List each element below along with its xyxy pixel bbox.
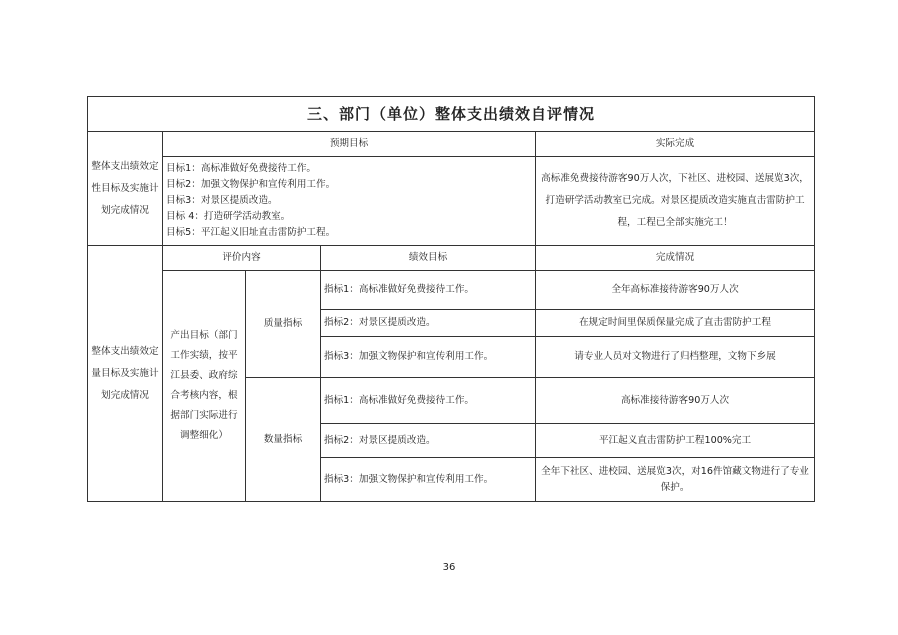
goal-cell: 指标3：加强文物保护和宣传利用工作。	[321, 337, 536, 378]
page-number: 36	[442, 562, 456, 573]
qualitative-row-label: 整体支出绩效定性目标及实施计划完成情况	[88, 132, 163, 246]
expected-targets-list	[163, 157, 536, 246]
quantity-indicator-label: 数量指标	[246, 378, 321, 502]
section-title: 三、部门（单位）整体支出绩效自评情况	[88, 97, 815, 132]
result-cell: 全年下社区、进校园、送展览3次，对16件馆藏文物进行了专业保护。	[536, 458, 815, 502]
result-cell: 请专业人员对文物进行了归档整理，文物下乡展	[536, 337, 815, 378]
output-target-label: 产出目标（部门工作实绩，按平江县委、政府综合考核内容，根据部门实际进行调整细化）	[163, 271, 246, 502]
goal-cell: 指标1：高标准做好免费接待工作。	[321, 378, 536, 424]
result-cell: 在规定时间里保质保量完成了直击雷防护工程	[536, 310, 815, 337]
quantitative-row-label: 整体支出绩效定量目标及实施计划完成情况	[88, 246, 163, 502]
target-item: 目标3：对景区提质改造。	[166, 195, 278, 206]
result-cell: 平江起义直击雷防护工程100%完工	[536, 424, 815, 458]
completion-status-header: 完成情况	[536, 246, 815, 271]
performance-table	[87, 96, 815, 502]
goal-cell: 指标2：对景区提质改造。	[321, 310, 536, 337]
quality-indicator-label: 质量指标	[246, 271, 321, 378]
target-item: 目标2：加强文物保护和宣传利用工作。	[166, 179, 336, 190]
result-cell: 高标准接待游客90万人次	[536, 378, 815, 424]
target-item: 目标5：平江起义旧址直击雷防护工程。	[166, 227, 336, 238]
goal-cell: 指标2：对景区提质改造。	[321, 424, 536, 458]
performance-goal-header: 绩效目标	[321, 246, 536, 271]
evaluation-content-header: 评价内容	[163, 246, 321, 271]
actual-completion-header: 实际完成	[536, 132, 815, 157]
result-cell: 全年高标准接待游客90万人次	[536, 271, 815, 310]
goal-cell: 指标1：高标准做好免费接待工作。	[321, 271, 536, 310]
target-item: 目标1：高标准做好免费接待工作。	[166, 163, 317, 174]
goal-cell: 指标3：加强文物保护和宣传利用工作。	[321, 458, 536, 502]
expected-targets-header: 预期目标	[163, 132, 536, 157]
target-item: 目标 4：打造研学活动教室。	[166, 211, 291, 222]
actual-completion-text: 高标准免费接待游客90万人次，下社区、进校园、送展览3次，打造研学活动教室已完成。对景区提质改造实施直击雷防护工程，工程已全部实施完工！	[536, 157, 815, 246]
